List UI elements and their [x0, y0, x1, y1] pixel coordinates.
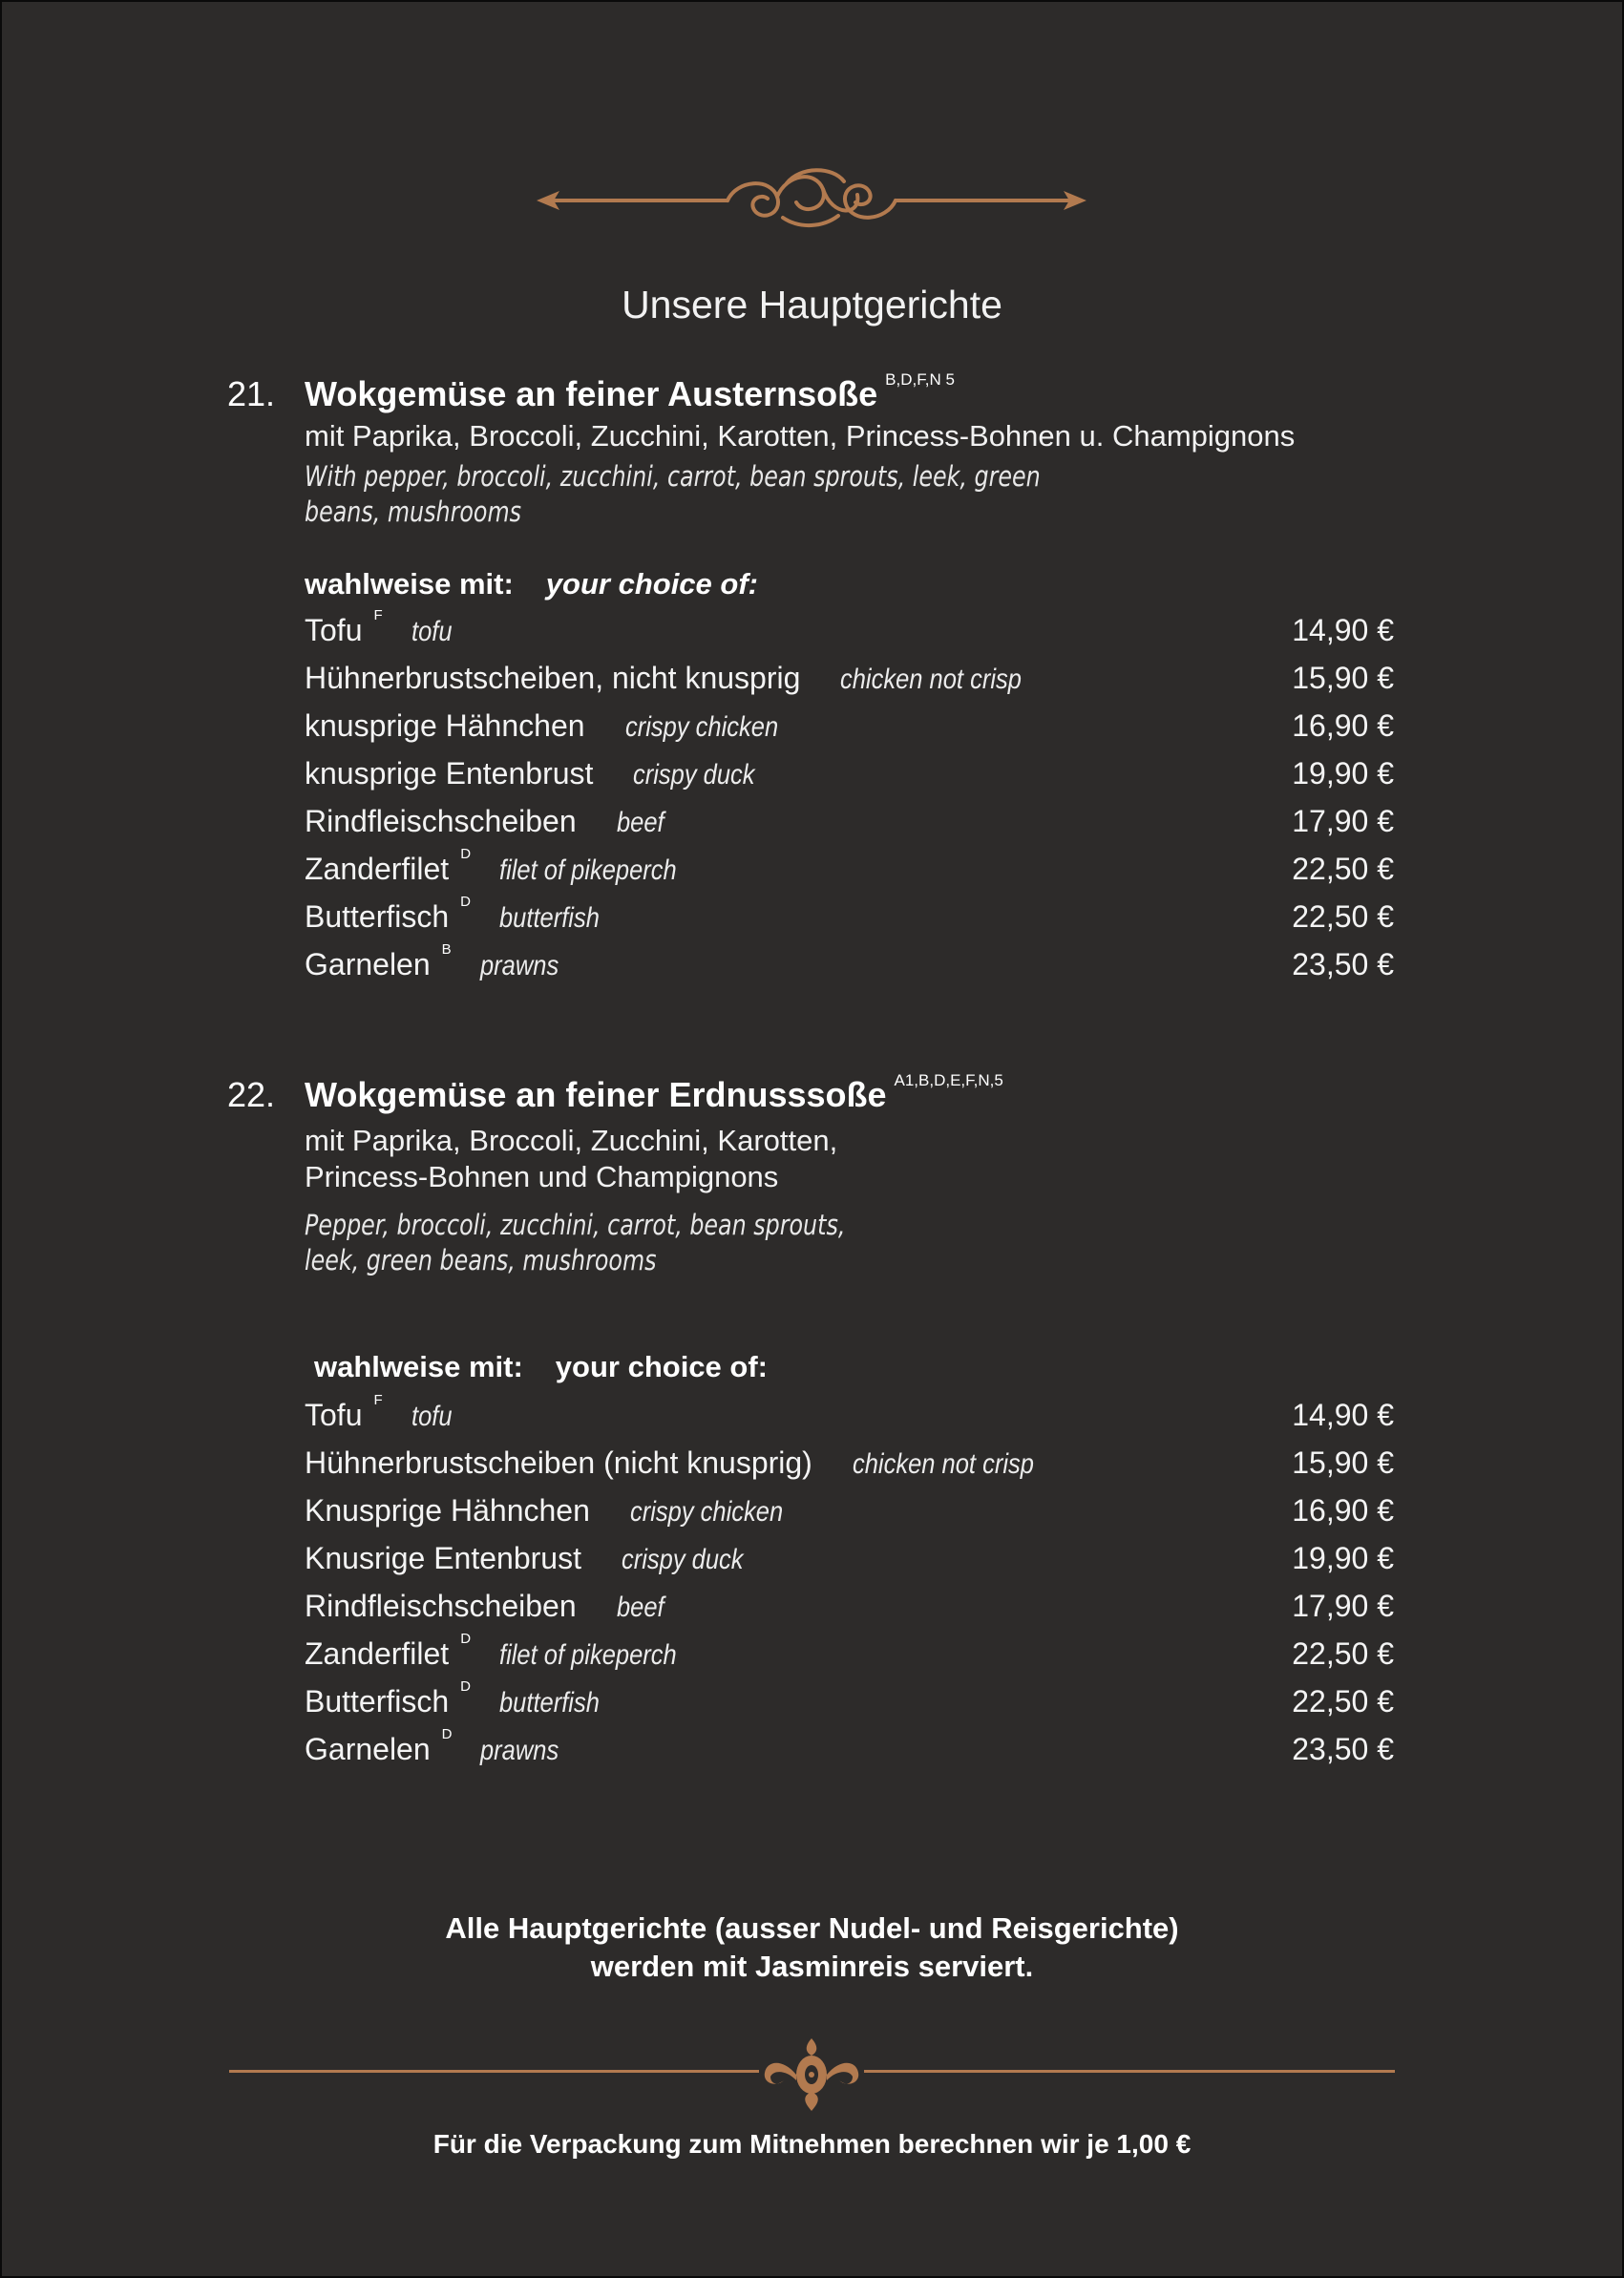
divider-right [864, 2070, 1395, 2073]
price: 16,90 € [1292, 1493, 1394, 1528]
flourish-ornament-icon [537, 160, 1086, 241]
list-item: Knusrige Entenbrust crispy duck 19,90 € [305, 1541, 1394, 1575]
list-item: Butterfisch $^D$butterfish 22,50 € [305, 1678, 1394, 1719]
list-item: Butterfisch $^D$butterfish 22,50 € [305, 894, 1394, 934]
dish-section-22 [227, 1071, 1394, 1782]
price: 22,50 € [1292, 899, 1394, 934]
price: 22,50 € [1292, 852, 1394, 886]
dish-description-de: mit Paprika, Broccoli, Zucchini, Karotten, Princess-Bohnen u. Champignons [305, 419, 1296, 453]
list-item: Rindfleischscheiben beef 17,90 € [305, 1589, 1394, 1623]
list-item: Garnelen $^B$prawns 23,50 € [305, 941, 1394, 981]
allergen-codes: A1,B,D,E,F,N,5 [894, 1071, 1003, 1089]
dish-description-de: Princess-Bohnen und Champignons [305, 1160, 779, 1193]
damask-ornament-icon [761, 2038, 862, 2111]
list-item: Rindfleischscheiben beef 17,90 € [305, 804, 1394, 838]
page-title: Unsere Hauptgerichte [622, 283, 1002, 327]
price: 14,90 € [1292, 1398, 1394, 1432]
choice-heading: wahlweise mit: your choice of: [305, 567, 758, 601]
price: 17,90 € [1292, 804, 1394, 838]
dish-number: 21. [227, 374, 276, 413]
price: 14,90 € [1292, 613, 1394, 647]
packaging-note: Für die Verpackung zum Mitnehmen berechnen wir je 1,00 € [432, 2129, 1192, 2159]
price: 15,90 € [1292, 1445, 1394, 1480]
price: 22,50 € [1292, 1684, 1394, 1719]
dish-number: 22. [227, 1075, 276, 1114]
allergen-codes: B,D,F,N 5 [885, 370, 955, 389]
dish-section-21 [227, 370, 1394, 1004]
dish-description-de: mit Paprika, Broccoli, Zucchini, Karotten, [305, 1124, 838, 1157]
price: 19,90 € [1292, 756, 1394, 791]
price: 22,50 € [1292, 1636, 1394, 1671]
list-item: Knusprige Hähnchen crispy chicken 16,90 € [305, 1493, 1394, 1528]
dish-description-en: leek, green beans, mushrooms [305, 1244, 657, 1276]
dish-description-en: beans, mushrooms [305, 496, 522, 528]
price: 23,50 € [1292, 1732, 1394, 1766]
list-item: Hühnerbrustscheiben, nicht knusprig chicken not crisp 15,90 € [305, 661, 1394, 695]
list-item: Tofu $^F$tofu 14,90 € [305, 1392, 1394, 1432]
dish-title: Wokgemüse an feiner Austernsoße $^{B,D,F,N 5}$ [305, 370, 955, 413]
price: 16,90 € [1292, 708, 1394, 743]
list-item: Zanderfilet $^D$filet of pikeperch 22,50 € [305, 846, 1394, 886]
dish-description-en: With pepper, broccoli, zucchini, carrot, bean sprouts, leek, green [305, 460, 1041, 493]
choice-heading: wahlweise mit: your choice of: [314, 1350, 768, 1383]
list-item: Zanderfilet $^D$filet of pikeperch 22,50 € [305, 1631, 1394, 1671]
price: 15,90 € [1292, 661, 1394, 695]
list-item: knusprige Hähnchen crispy chicken 16,90 € [305, 708, 1394, 743]
dish-title: Wokgemüse an feiner Erdnusssoße $^{A1,B,D,E,F,N,5}$ [305, 1071, 1003, 1114]
list-item: Tofu $^F$tofu 14,90 € [305, 607, 1394, 647]
rice-note: Alle Hauptgerichte (ausser Nudel- und Reisgerichte) werden mit Jasminreis serviert. [445, 1911, 1179, 1983]
divider-left [229, 2070, 759, 2073]
dish-description-en: Pepper, broccoli, zucchini, carrot, bean sprouts, [305, 1209, 846, 1241]
list-item: Hühnerbrustscheiben (nicht knusprig) chicken not crisp 15,90 € [305, 1445, 1394, 1480]
price: 17,90 € [1292, 1589, 1394, 1623]
list-item: Garnelen $^D$prawns 23,50 € [305, 1726, 1394, 1766]
price: 19,90 € [1292, 1541, 1394, 1575]
price: 23,50 € [1292, 947, 1394, 981]
list-item: knusprige Entenbrust crispy duck 19,90 € [305, 756, 1394, 791]
